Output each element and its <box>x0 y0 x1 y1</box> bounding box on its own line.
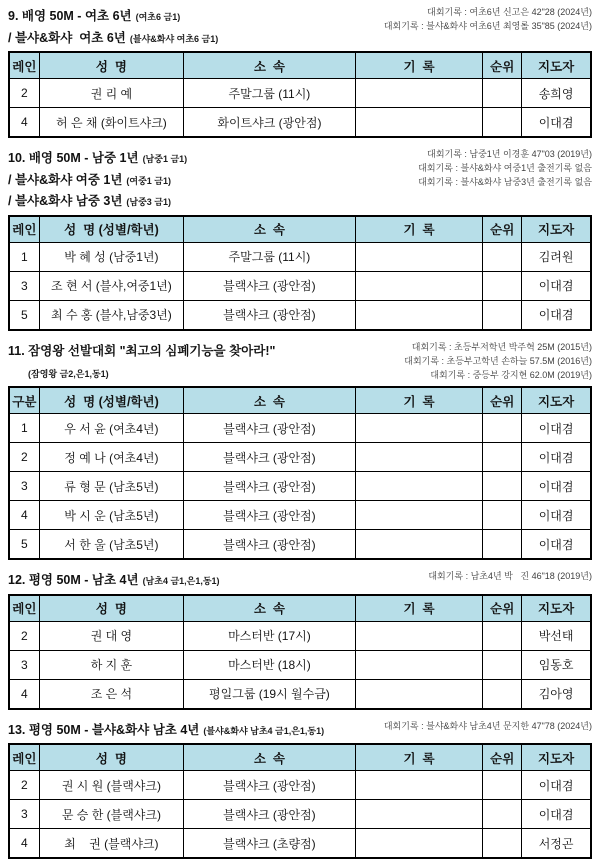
table-row <box>9 108 591 138</box>
event-title-note: (여초6 금1) <box>135 12 181 22</box>
table-row <box>9 829 591 859</box>
start-list-table <box>8 594 592 710</box>
cell-team: 블랙샤크 (초량점) <box>184 829 356 859</box>
table-row <box>9 621 591 650</box>
cell-lane: 5 <box>9 530 39 560</box>
table-row <box>9 501 591 530</box>
column-header: 성 명 (성별/학년) <box>39 216 183 243</box>
column-header: 지도자 <box>522 216 591 243</box>
meet-record-line: 대회기록 : 중등부 강지현 62.0M (2019년) <box>430 369 592 380</box>
column-header: 지도자 <box>522 744 591 771</box>
table-row <box>9 242 591 271</box>
column-header: 레인 <box>9 52 39 79</box>
cell-name: 권 리 예 <box>39 79 183 108</box>
column-header: 성 명 <box>39 744 183 771</box>
cell-rank <box>483 108 522 138</box>
cell-record <box>355 679 482 709</box>
table-row <box>9 414 591 443</box>
cell-name: 최 수 홍 (블샤,남중3년) <box>39 300 183 330</box>
event-section <box>8 147 592 331</box>
header-row <box>9 595 591 622</box>
cell-coach: 이대겸 <box>522 472 591 501</box>
table-row <box>9 771 591 800</box>
cell-record <box>355 530 482 560</box>
column-header: 순위 <box>483 744 522 771</box>
cell-rank <box>483 530 522 560</box>
cell-record <box>355 414 482 443</box>
event-title-note: (남중3 금1) <box>126 197 171 208</box>
header-row <box>9 52 591 79</box>
event-title-note: (남초4 금1,은1,동1) <box>142 576 220 587</box>
start-list-table <box>8 386 592 560</box>
cell-coach: 이대겸 <box>522 800 591 829</box>
cell-coach: 이대겸 <box>522 300 591 330</box>
meet-record-line: 대회기록 : 블샤&화샤 남중3년 출전기록 없음 <box>418 177 592 188</box>
cell-coach: 이대겸 <box>522 414 591 443</box>
cell-team: 마스터반 (17시) <box>184 621 356 650</box>
cell-lane: 5 <box>9 300 39 330</box>
cell-lane: 4 <box>9 829 39 859</box>
column-header: 성 명 <box>39 52 183 79</box>
cell-coach: 김려원 <box>522 242 591 271</box>
cell-name: 권 대 영 <box>39 621 183 650</box>
cell-team: 마스터반 (18시) <box>184 650 356 679</box>
cell-team: 주말그룹 (11시) <box>184 242 356 271</box>
start-list-table <box>8 743 592 859</box>
cell-rank <box>483 679 522 709</box>
cell-rank <box>483 621 522 650</box>
cell-rank <box>483 472 522 501</box>
cell-lane: 2 <box>9 79 39 108</box>
meet-record-line: 대회기록 : 남초4년 박 진 46"18 (2019년) <box>428 571 592 582</box>
event-section <box>8 340 592 560</box>
column-header: 레인 <box>9 595 39 622</box>
section-header <box>8 147 592 212</box>
cell-name: 문 승 한 (블랙샤크) <box>39 800 183 829</box>
column-header: 지도자 <box>522 52 591 79</box>
cell-lane: 2 <box>9 443 39 472</box>
event-section <box>8 719 592 859</box>
cell-lane: 1 <box>9 242 39 271</box>
event-title: 9. 배영 50M - 여초 6년 <box>8 9 132 23</box>
cell-coach: 서정곤 <box>522 829 591 859</box>
cell-lane: 4 <box>9 501 39 530</box>
header-row <box>9 387 591 414</box>
column-header: 소 속 <box>184 52 356 79</box>
meet-record-line: 대회기록 : 블샤&화샤 여초6년 최영롤 35"85 (2024년) <box>383 20 592 31</box>
column-header: 기 록 <box>355 216 482 243</box>
cell-rank <box>483 650 522 679</box>
column-header: 소 속 <box>184 744 356 771</box>
cell-team: 화이트샤크 (광안점) <box>184 108 356 138</box>
table-row <box>9 530 591 560</box>
cell-coach: 이대겸 <box>522 771 591 800</box>
cell-record <box>355 800 482 829</box>
event-title-note: (남중1 금1) <box>142 154 188 165</box>
event-title-line <box>8 569 220 591</box>
meet-record-block <box>384 719 592 734</box>
section-header <box>8 569 592 591</box>
cell-coach: 이대겸 <box>522 501 591 530</box>
table-row <box>9 650 591 679</box>
column-header: 지도자 <box>522 595 591 622</box>
cell-team: 평일그룹 (19시 월수금) <box>184 679 356 709</box>
meet-record-block <box>428 569 592 584</box>
cell-coach: 임동호 <box>522 650 591 679</box>
section-header <box>8 5 592 48</box>
cell-lane: 1 <box>9 414 39 443</box>
cell-rank <box>483 800 522 829</box>
cell-team: 블랙샤크 (광안점) <box>184 472 356 501</box>
cell-rank <box>483 79 522 108</box>
cell-coach: 김아영 <box>522 679 591 709</box>
cell-team: 블랙샤크 (광안점) <box>184 271 356 300</box>
cell-name: 우 서 윤 (여초4년) <box>39 414 183 443</box>
cell-coach: 이대겸 <box>522 108 591 138</box>
cell-name: 류 형 문 (남초5년) <box>39 472 183 501</box>
table-row <box>9 679 591 709</box>
cell-record <box>355 271 482 300</box>
cell-record <box>355 829 482 859</box>
event-title-block <box>8 5 218 48</box>
column-header: 기 록 <box>355 595 482 622</box>
cell-coach: 이대겸 <box>522 530 591 560</box>
cell-team: 블랙샤크 (광안점) <box>184 501 356 530</box>
cell-team: 블랙샤크 (광안점) <box>184 800 356 829</box>
meet-record-line: 대회기록 : 블샤&화샤 남초4년 문지한 47"78 (2024년) <box>383 720 592 731</box>
start-list-table <box>8 215 592 331</box>
cell-team: 블랙샤크 (광안점) <box>184 414 356 443</box>
meet-record-block <box>418 147 592 190</box>
cell-team: 블랙샤크 (광안점) <box>184 530 356 560</box>
cell-rank <box>483 242 522 271</box>
cell-record <box>355 108 482 138</box>
column-header: 순위 <box>483 52 522 79</box>
cell-lane: 2 <box>9 771 39 800</box>
event-title-line <box>8 147 187 169</box>
cell-name: 허 은 채 (화이트샤크) <box>39 108 183 138</box>
column-header: 레인 <box>9 744 39 771</box>
event-title-line <box>8 190 187 212</box>
column-header: 순위 <box>483 216 522 243</box>
meet-record-line: 대회기록 : 초등부고학년 손하늘 57.5M (2016년) <box>404 355 592 366</box>
cell-record <box>355 443 482 472</box>
table-row <box>9 271 591 300</box>
event-title-note: (여중1 금1) <box>126 175 171 186</box>
event-title-note: (블샤&화샤 여초6 금1) <box>129 33 219 44</box>
column-header: 레인 <box>9 216 39 243</box>
meet-record-line: 대회기록 : 남중1년 이경훈 47"03 (2019년) <box>427 149 592 160</box>
cell-name: 정 예 나 (여초4년) <box>39 443 183 472</box>
column-header: 구분 <box>9 387 39 414</box>
event-title: 12. 평영 50M - 남초 4년 <box>8 573 139 588</box>
event-title: 10. 배영 50M - 남중 1년 <box>8 151 139 166</box>
event-title-line <box>8 719 324 741</box>
event-title-block <box>8 569 220 591</box>
cell-rank <box>483 501 522 530</box>
header-row <box>9 216 591 243</box>
cell-team: 블랙샤크 (광안점) <box>184 300 356 330</box>
cell-team: 블랙샤크 (광안점) <box>184 771 356 800</box>
cell-rank <box>483 829 522 859</box>
column-header: 기 록 <box>355 52 482 79</box>
event-title-line <box>8 27 218 49</box>
meet-record-line: 대회기록 : 여초6년 신고은 42"28 (2024년) <box>427 7 592 17</box>
column-header: 성 명 <box>39 595 183 622</box>
cell-record <box>355 501 482 530</box>
column-header: 기 록 <box>355 387 482 414</box>
section-header <box>8 340 592 383</box>
cell-rank <box>483 443 522 472</box>
event-title: / 블샤&화샤 여중 1년 <box>8 172 123 187</box>
event-title-line <box>8 169 187 191</box>
cell-lane: 3 <box>9 271 39 300</box>
start-list-table <box>8 51 592 138</box>
cell-record <box>355 242 482 271</box>
cell-rank <box>483 300 522 330</box>
cell-name: 박 혜 성 (남중1년) <box>39 242 183 271</box>
cell-name: 하 지 훈 <box>39 650 183 679</box>
cell-team: 블랙샤크 (광안점) <box>184 443 356 472</box>
event-title: 13. 평영 50M - 블샤&화샤 남초 4년 <box>8 722 200 737</box>
event-title-note: (잠영왕 금2,은1,동1) <box>28 368 109 379</box>
event-title-block <box>8 147 187 212</box>
column-header: 순위 <box>483 595 522 622</box>
section-header <box>8 719 592 741</box>
event-title-block <box>8 719 324 741</box>
cell-record <box>355 621 482 650</box>
cell-name: 조 은 석 <box>39 679 183 709</box>
competition-sheet <box>8 5 592 859</box>
table-row <box>9 79 591 108</box>
cell-record <box>355 650 482 679</box>
cell-rank <box>483 414 522 443</box>
column-header: 기 록 <box>355 744 482 771</box>
cell-name: 박 시 운 (남초5년) <box>39 501 183 530</box>
column-header: 순위 <box>483 387 522 414</box>
cell-lane: 2 <box>9 621 39 650</box>
cell-rank <box>483 771 522 800</box>
meet-record-block <box>384 5 592 34</box>
cell-lane: 3 <box>9 650 39 679</box>
cell-lane: 3 <box>9 472 39 501</box>
event-title-note: (블샤&화샤 남초4 금1,은1,동1) <box>203 725 325 736</box>
cell-name: 서 한 울 (남초5년) <box>39 530 183 560</box>
cell-lane: 3 <box>9 800 39 829</box>
event-title-line <box>8 362 275 384</box>
cell-rank <box>483 271 522 300</box>
cell-record <box>355 79 482 108</box>
cell-name: 최 권 (블랙샤크) <box>39 829 183 859</box>
meet-record-line: 대회기록 : 블샤&화샤 여중1년 출전기록 없음 <box>418 163 592 174</box>
column-header: 소 속 <box>184 216 356 243</box>
cell-team: 주말그룹 (11시) <box>184 79 356 108</box>
column-header: 소 속 <box>184 387 356 414</box>
column-header: 소 속 <box>184 595 356 622</box>
cell-record <box>355 472 482 501</box>
table-row <box>9 800 591 829</box>
column-header: 성 명 (성별/학년) <box>39 387 183 414</box>
header-row <box>9 744 591 771</box>
meet-record-block <box>404 340 592 383</box>
cell-name: 권 시 원 (블랙샤크) <box>39 771 183 800</box>
table-row <box>9 300 591 330</box>
cell-name: 조 현 서 (블샤,여중1년) <box>39 271 183 300</box>
cell-record <box>355 771 482 800</box>
event-title: 11. 잠영왕 선발대회 "최고의 심폐기능을 찾아라!" <box>8 343 276 358</box>
cell-record <box>355 300 482 330</box>
event-title: / 블샤&화샤 여초 6년 <box>8 30 126 45</box>
cell-lane: 4 <box>9 108 39 138</box>
event-title-line <box>8 340 275 362</box>
cell-coach: 송희영 <box>522 79 591 108</box>
table-row <box>9 443 591 472</box>
column-header: 지도자 <box>522 387 591 414</box>
meet-record-line: 대회기록 : 초등부저학년 박주혁 25M (2015년) <box>411 341 592 352</box>
cell-coach: 박선태 <box>522 621 591 650</box>
cell-lane: 4 <box>9 679 39 709</box>
table-row <box>9 472 591 501</box>
event-title: / 블샤&화샤 남중 3년 <box>8 194 123 209</box>
cell-coach: 이대겸 <box>522 271 591 300</box>
event-title-block <box>8 340 275 383</box>
event-section <box>8 569 592 710</box>
event-section <box>8 5 592 138</box>
cell-coach: 이대겸 <box>522 443 591 472</box>
event-title-line <box>8 5 218 27</box>
